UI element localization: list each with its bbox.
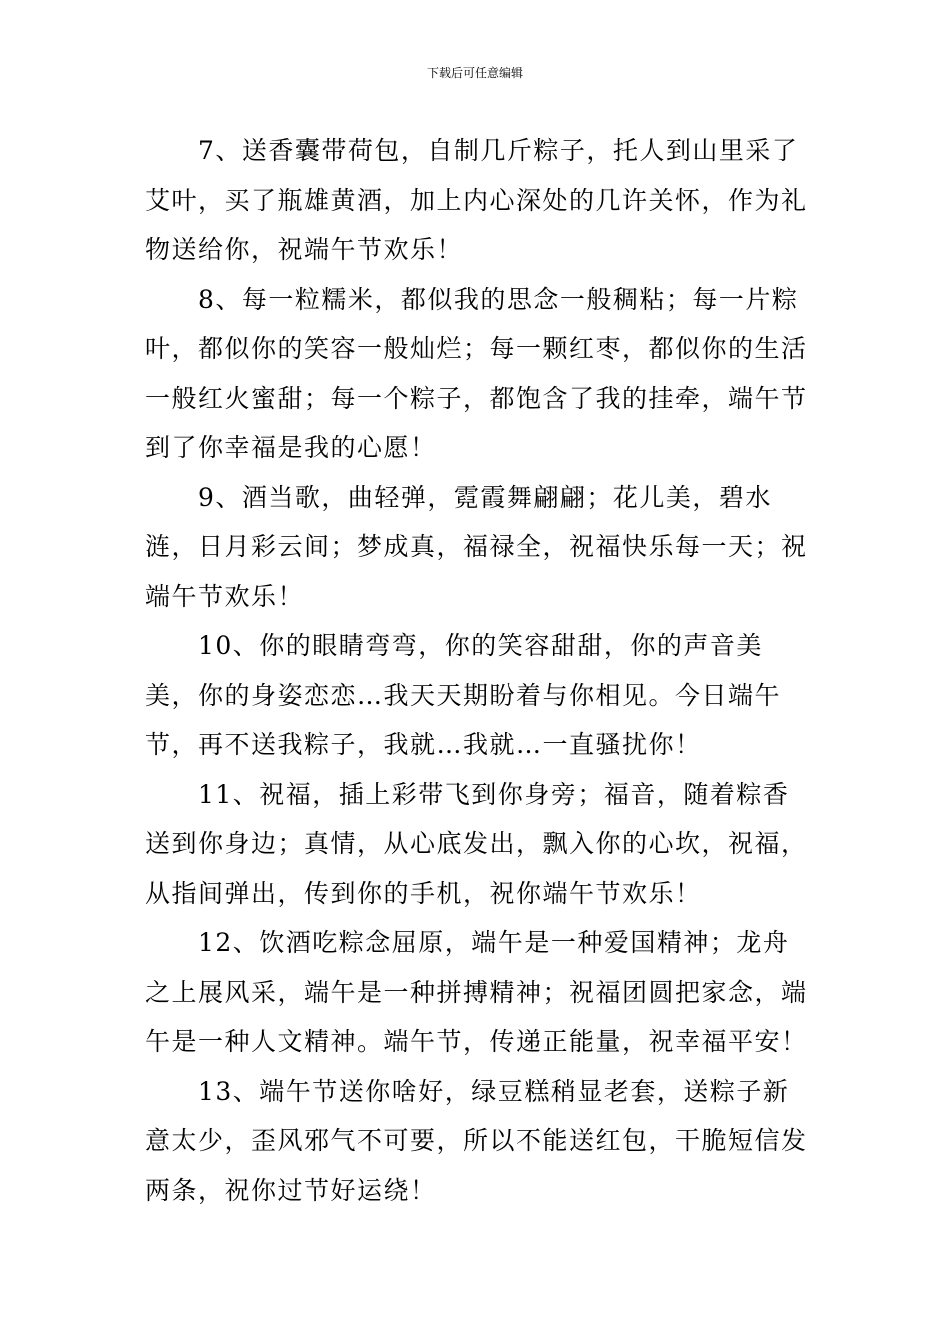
paragraph-7: 7、送香囊带荷包，自制几斤粽子，托人到山里采了艾叶，买了瓶雄黄酒，加上内心深处的几许关怀，作为礼物送给你，祝端午节欢乐！ [145,136,808,264]
paragraph-12: 12、饮酒吃粽念屈原，端午是一种爱国精神；龙舟之上展风采，端午是一种拼搏精神；祝福团圆把家念，端午是一种人文精神。端午节，传递正能量，祝幸福平安！ [145,928,808,1056]
document-body [145,126,809,1215]
paragraph-10: 10、你的眼睛弯弯，你的笑容甜甜，你的声音美美，你的身姿恋恋…我天天期盼着与你相见。今日端午节，再不送我粽子，我就…我就…一直骚扰你！ [145,631,782,759]
paragraph-8: 8、每一粒糯米，都似我的思念一般稠粘；每一片粽叶，都似你的笑容一般灿烂；每一颗红枣，都似你的生活一般红火蜜甜；每一个粽子，都饱含了我的挂牵，端午节到了你幸福是我的心愿！ [145,284,808,462]
paragraph-9: 9、酒当歌，曲轻弹，霓霞舞翩翩；花儿美，碧水涟，日月彩云间；梦成真，福禄全，祝福快乐每一天；祝端午节欢乐！ [145,482,808,611]
paragraph-11: 11、祝福，插上彩带飞到你身旁；福音，随着粽香送到你身边；真情，从心底发出，飘入你的心坎，祝福，从指间弹出，传到你的手机，祝你端午节欢乐！ [145,779,808,908]
page-header-note: 下载后可任意编辑 [426,66,523,80]
paragraph-13: 13、端午节送你啥好，绿豆糕稍显老套，送粽子新意太少，歪风邪气不可要，所以不能送红包，干脆短信发两条，祝你过节好运绕！ [145,1076,808,1205]
